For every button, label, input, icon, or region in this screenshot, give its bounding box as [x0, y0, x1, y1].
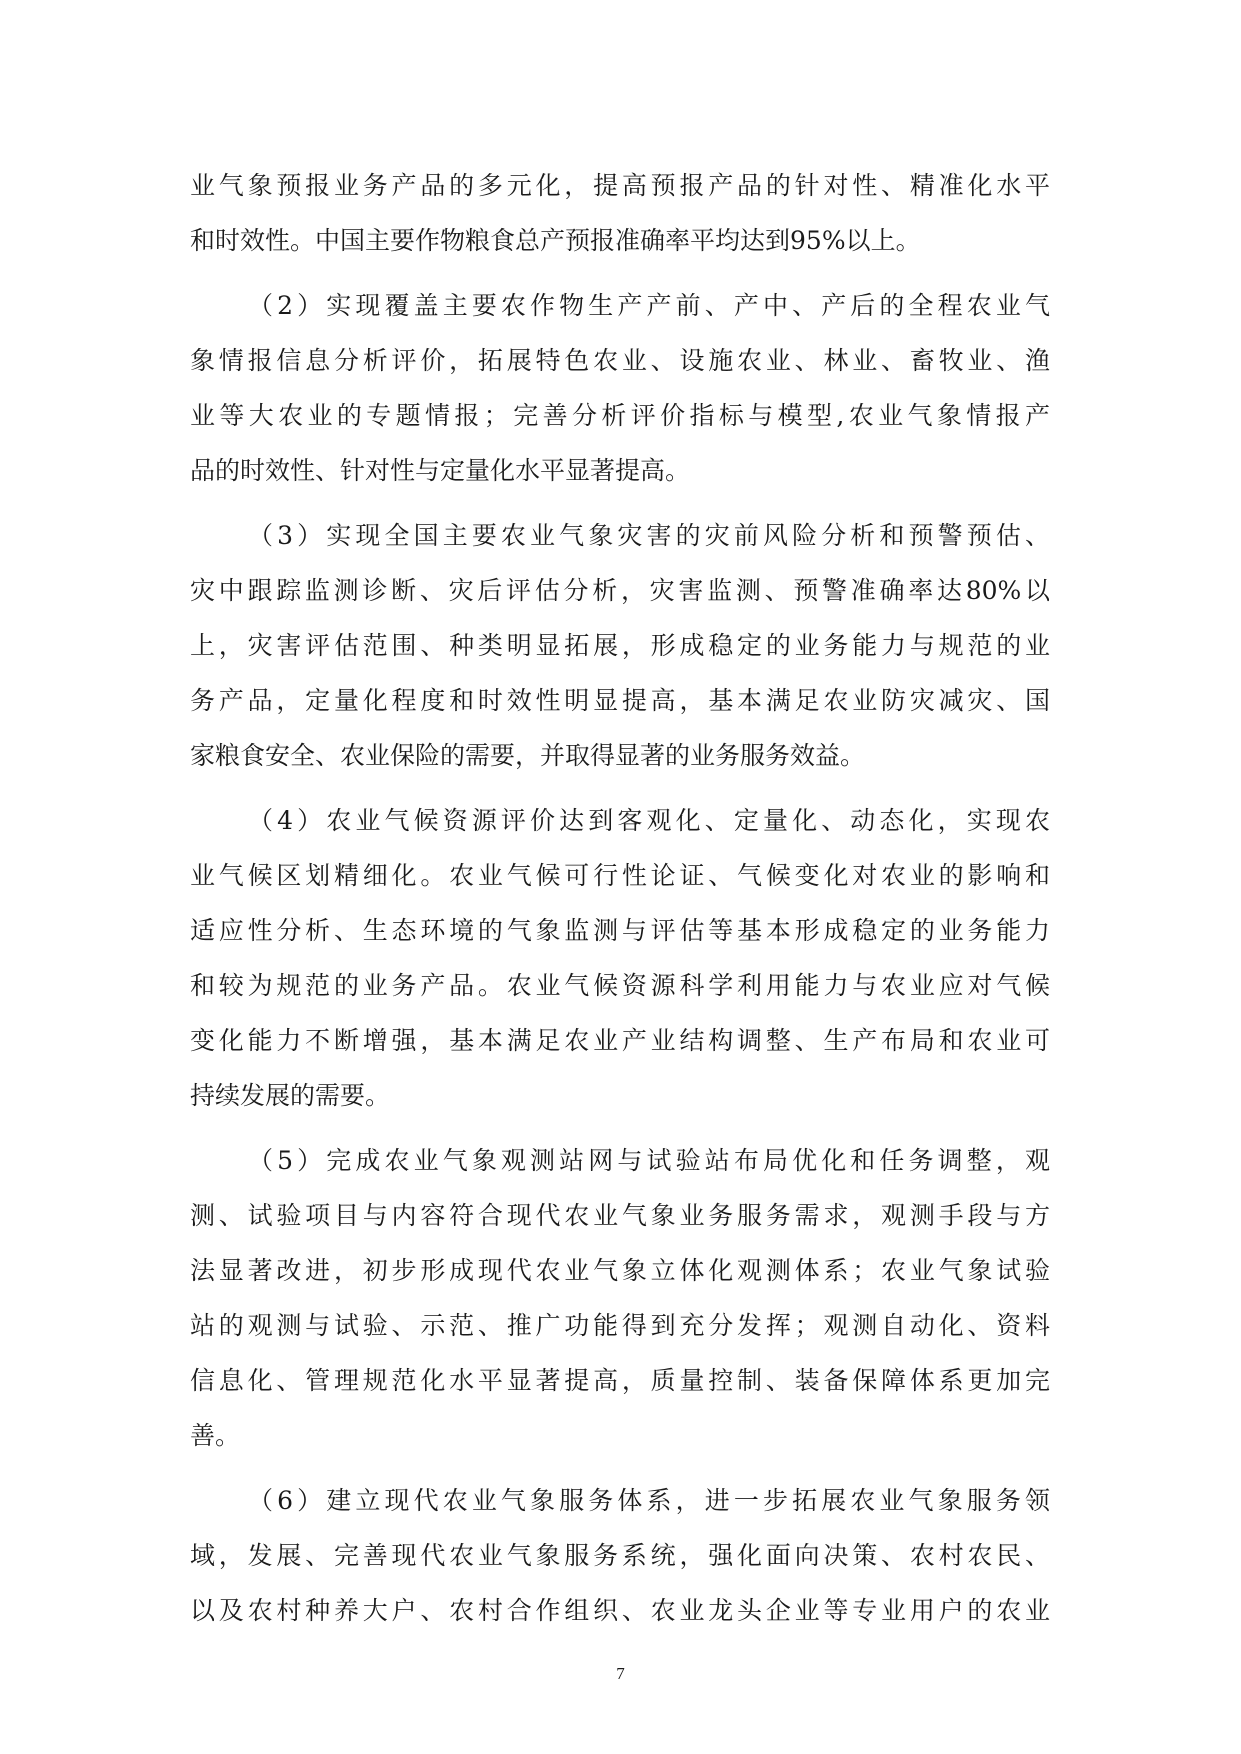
text-line: 和时效性。中国主要作物粮食总产预报准确率平均达到95%以上。	[190, 226, 921, 255]
text-line: 灾中跟踪监测诊断、灾后评估分析，灾害监测、预警准确率达80%以	[190, 576, 1050, 605]
text-line: 业气候区划精细化。农业气候可行性论证、气候变化对农业的影响和	[190, 861, 1050, 890]
text-line: （5）完成农业气象观测站网与试验站布局优化和任务调整，观	[248, 1146, 1050, 1175]
text-line: 适应性分析、生态环境的气象监测与评估等基本形成稳定的业务能力	[190, 916, 1050, 945]
text-line: （2）实现覆盖主要农作物生产产前、产中、产后的全程农业气	[248, 291, 1050, 320]
text-line: 家粮食安全、农业保险的需要，并取得显著的业务服务效益。	[190, 741, 866, 770]
text-line: 域，发展、完善现代农业气象服务系统，强化面向决策、农村农民、	[190, 1541, 1050, 1570]
page-number: 7	[616, 1664, 625, 1683]
paragraph-item-5	[190, 1133, 1050, 1463]
text-line: 变化能力不断增强，基本满足农业产业结构调整、生产布局和农业可	[190, 1026, 1050, 1055]
text-line: （6）建立现代农业气象服务体系，进一步拓展农业气象服务领	[248, 1486, 1050, 1515]
text-line: 善。	[190, 1421, 241, 1450]
paragraph-item-3	[190, 508, 1050, 783]
paragraph-continuation	[190, 158, 1050, 268]
text-line: 持续发展的需要。	[190, 1081, 391, 1110]
text-line: 以及农村种养大户、农村合作组织、农业龙头企业等专业用户的农业	[190, 1596, 1050, 1625]
body-text	[190, 158, 1050, 1638]
text-line: 和较为规范的业务产品。农业气候资源科学利用能力与农业应对气候	[190, 971, 1050, 1000]
text-line: 业气象预报业务产品的多元化，提高预报产品的针对性、精准化水平	[190, 171, 1050, 200]
text-line: 上，灾害评估范围、种类明显拓展，形成稳定的业务能力与规范的业	[190, 631, 1050, 660]
text-line: 象情报信息分析评价，拓展特色农业、设施农业、林业、畜牧业、渔	[190, 346, 1050, 375]
text-line: 站的观测与试验、示范、推广功能得到充分发挥；观测自动化、资料	[190, 1311, 1050, 1340]
text-line: 务产品，定量化程度和时效性明显提高，基本满足农业防灾减灾、国	[190, 686, 1050, 715]
text-line: （3）实现全国主要农业气象灾害的灾前风险分析和预警预估、	[248, 521, 1050, 550]
text-line: （4）农业气候资源评价达到客观化、定量化、动态化，实现农	[248, 806, 1050, 835]
paragraph-item-4	[190, 793, 1050, 1123]
text-line: 品的时效性、针对性与定量化水平显著提高。	[190, 456, 691, 485]
text-line: 测、试验项目与内容符合现代农业气象业务服务需求，观测手段与方	[190, 1201, 1050, 1230]
text-line: 法显著改进，初步形成现代农业气象立体化观测体系；农业气象试验	[190, 1256, 1050, 1285]
text-line: 信息化、管理规范化水平显著提高，质量控制、装备保障体系更加完	[190, 1366, 1050, 1395]
text-line: 业等大农业的专题情报；完善分析评价指标与模型,农业气象情报产	[190, 401, 1050, 430]
paragraph-item-2	[190, 278, 1050, 498]
paragraph-item-6	[190, 1473, 1050, 1638]
